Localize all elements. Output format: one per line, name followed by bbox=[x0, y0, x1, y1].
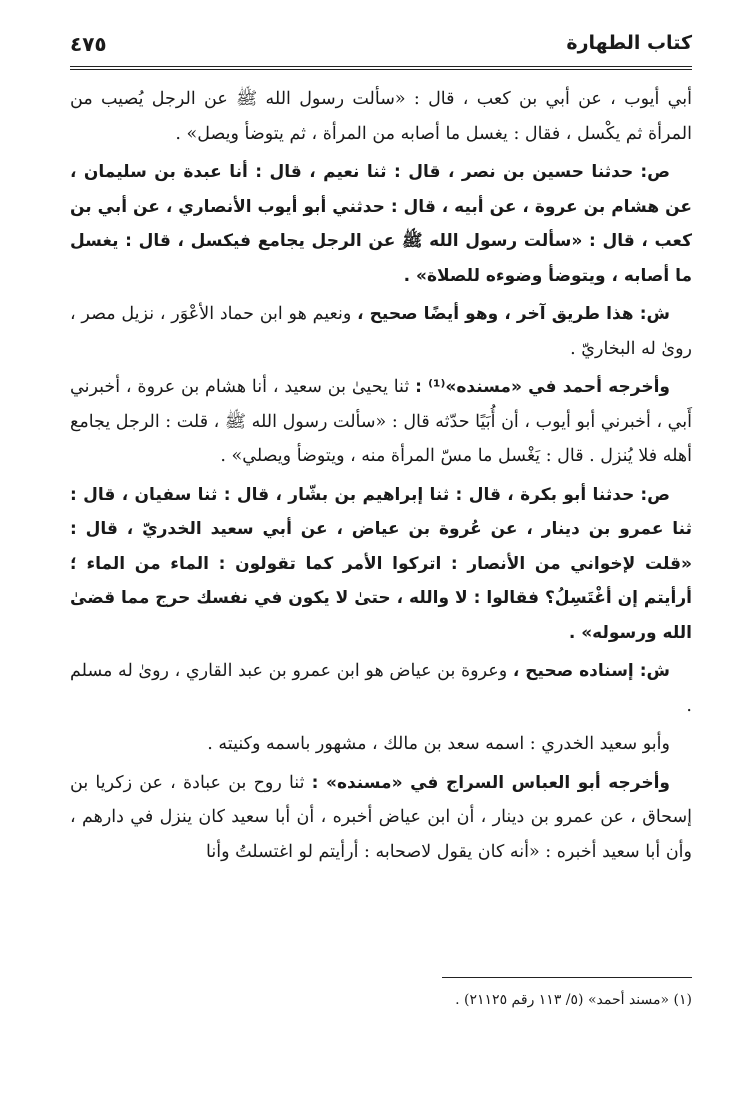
page-body bbox=[70, 82, 692, 873]
paragraph-6: ش: إسناده صحيح ، وعروة بن عياض هو ابن عمرو بن عبد القاري ، روىٰ له مسلم . bbox=[70, 661, 692, 716]
page-header bbox=[70, 30, 692, 60]
paragraph-5: ص: حدثنا أبو بكرة ، قال : ثنا إبراهيم بن بشّار ، قال : ثنا سفيان ، قال : ثنا عمرو بن دينار ، عن عُروة بن عياض ، عن أبي سعيد الخدريّ ، قال : «قلت لإخواني من الأنصار : اتركوا الأمر كما تقولون : الماء من الماء ؛ أرأيتم إن أغْتَسِلُ؟ فقالوا : لا والله ، حتىٰ لا يكون في نفسك حرج مما قضىٰ الله ورسوله» . bbox=[70, 484, 692, 643]
paragraph-4: وأخرجه أحمد في «مسنده»⁽¹⁾ : ثنا يحيىٰ بن سعيد ، أنا هشام بن عروة ، أخبرني أَبي ، أخبرني أبو أيوب ، أن أُبَيًا حدّثه قال : «سألت رسول الله ﷺ ، قلت : الرجل يجامع أهله فلا يُنزل . قال : يَغْسل ما مسّ المرأة منه ، ويتوضأ ويصلي» . bbox=[70, 377, 692, 466]
page-number: ٤٧٥ bbox=[70, 32, 107, 56]
paragraph-8: وأخرجه أبو العباس السراج في «مسنده» : ثنا روح بن عبادة ، عن زكريا بن إسحاق ، عن عمرو بن دينار ، أن ابن عياض أخبره ، أن أبا سعيد كان ينزل في دارهم ، وأن أبا سعيد أخبره : «أنه كان يقول لاصحابه : أرأيتم لو اغتسلتُ وأنا bbox=[70, 772, 692, 862]
chapter-title: كتاب الطهارة bbox=[566, 32, 692, 54]
paragraph-3: ش: هذا طريق آخر ، وهو أيضًا صحيح ، ونعيم هو ابن حماد الأعْوَر ، نزيل مصر ، روىٰ له البخاريّ . bbox=[70, 304, 692, 359]
paragraph-2: ص: حدثنا حسين بن نصر ، قال : ثنا نعيم ، قال : أنا عبدة بن سليمان ، عن هشام بن عروة ، عن أبيه ، قال : حدثني أبو أيوب الأنصاري ، عن أبي بن كعب ، قال : «سألت رسول الله ﷺ عن الرجل يجامع فيكسل ، قال : يغسل ما أصابه ، ويتوضأ وضوءه للصلاة» . bbox=[70, 162, 692, 286]
header-rule-double bbox=[70, 69, 692, 70]
paragraph-1: أبي أيوب ، عن أبي بن كعب ، قال : «سألت رسول الله ﷺ عن الرجل يُصيب من المرأة ثم يكْسل ، فقال : يغسل ما أصابه من المرأة ، ثم يتوضأ ويصل» . bbox=[70, 89, 692, 144]
header-rule bbox=[70, 66, 692, 67]
footnote-rule bbox=[442, 977, 692, 978]
footnote: (١) «مسند أحمد» (٥/ ١١٣ رقم ٢١١٢٥) . bbox=[455, 992, 692, 1008]
paragraph-7: وأبو سعيد الخدري : اسمه سعد بن مالك ، مشهور باسمه وكنيته . bbox=[207, 734, 670, 754]
book-page bbox=[70, 30, 692, 1080]
